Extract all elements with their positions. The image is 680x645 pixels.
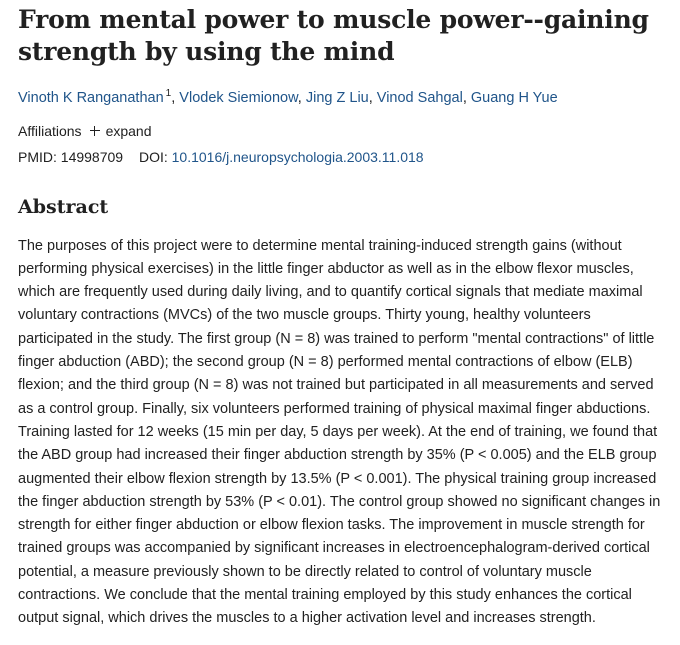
- author-link-sahgal[interactable]: Vinod Sahgal: [376, 89, 463, 106]
- author-link-ranganathan[interactable]: Vinoth K Ranganathan: [18, 89, 164, 106]
- expand-affiliations-button[interactable]: [90, 121, 152, 141]
- affiliations-row: [18, 121, 673, 141]
- pmid-value: 14998709: [60, 148, 124, 165]
- author-list: [18, 84, 673, 108]
- abstract-heading: Abstract: [18, 195, 109, 218]
- author-separator: ,: [171, 89, 180, 106]
- affiliation-ref-1[interactable]: 1: [165, 88, 172, 99]
- pmid-label: PMID:: [18, 148, 57, 165]
- author-separator: ,: [368, 89, 377, 106]
- author-separator: ,: [462, 89, 471, 106]
- article-title: From mental power to muscle power--gaining strength by using the mind: [18, 5, 649, 66]
- plus-icon: [90, 126, 100, 136]
- article-page: [18, 4, 673, 645]
- affiliations-label: Affiliations: [18, 122, 82, 139]
- abstract-text: The purposes of this project were to determine mental training-induced strength gains (without performing physical exercises) in the little finger abductor as well as in the elbow flexor muscles, which are frequently used during daily living, and to quantify cortical signals that mediate maximal voluntary contractions (MVCs) of the two muscle groups. Thirty young, healthy volunteers participated in the study. The first group (N = 8) was trained to perform "mental contractions" of little finger abduction (ABD); the second group (N = 8) performed mental contractions of elbow (ELB) flexion; and the third group (N = 8) was not trained but participated in all measurements and served as a control group. Finally, six volunteers performed training of physical maximal finger abductions. Training lasted for 12 weeks (15 min per day, 5 days per week). At the end of training, we found that the ABD group had increased their finger abduction strength by 35% (P < 0.005) and the ELB group augmented their elbow flexion strength by 13.5% (P < 0.001). The physical training group increased the finger abduction strength by 53% (P < 0.01). The control group showed no significant changes in strength for either finger abduction or elbow flexion tasks. The improvement in muscle strength for trained groups was accompanied by significant increases in electroencephalogram-derived cortical potential, a measure previously shown to be directly related to control of voluntary muscle contractions. We conclude that the mental training employed by this study enhances the cortical output signal, which drives the muscles to a higher activation level and increases strength.: [18, 237, 661, 627]
- author-link-siemionow[interactable]: Vlodek Siemionow: [179, 89, 298, 106]
- doi-link[interactable]: 10.1016/j.neuropsychologia.2003.11.018: [171, 148, 424, 165]
- expand-label: expand: [105, 122, 152, 139]
- author-link-yue[interactable]: Guang H Yue: [470, 89, 558, 106]
- author-separator: ,: [297, 89, 306, 106]
- doi-label: DOI:: [138, 148, 168, 165]
- identifiers-row: [18, 147, 673, 167]
- author-link-liu[interactable]: Jing Z Liu: [305, 89, 369, 106]
